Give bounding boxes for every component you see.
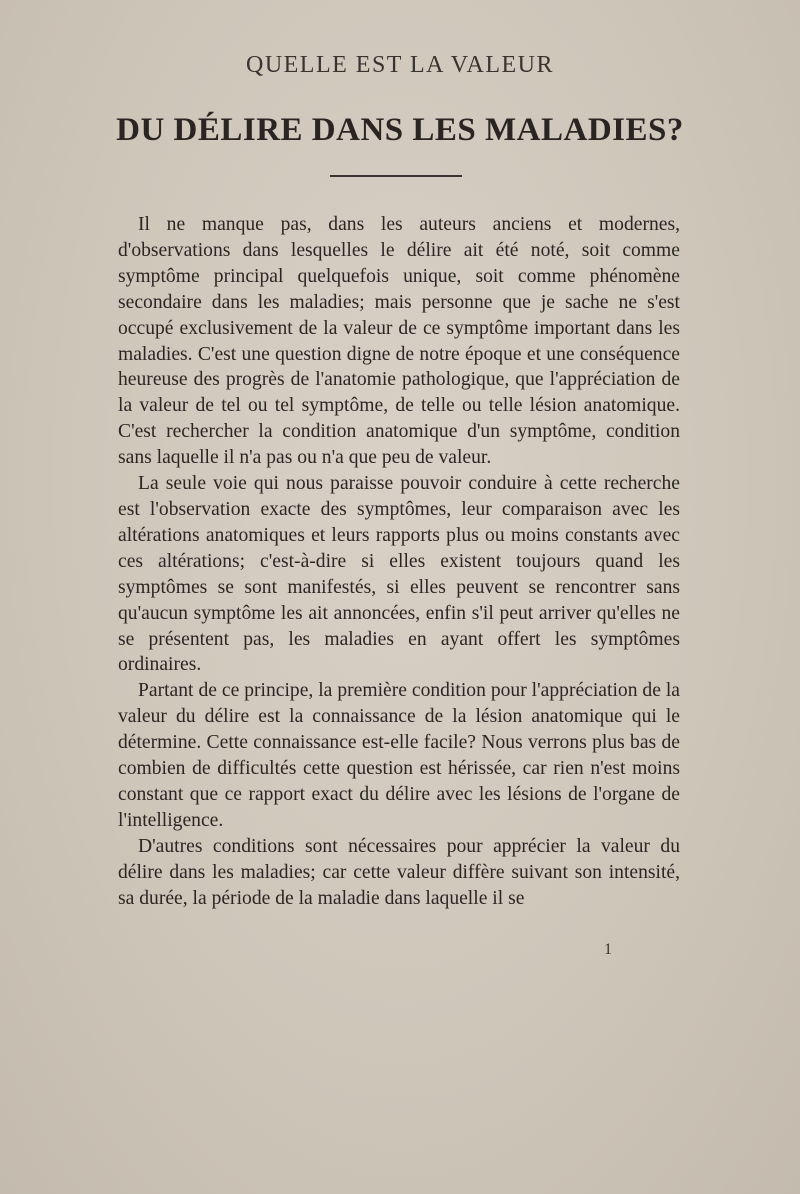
paragraph-1: Il ne manque pas, dans les auteurs anciens et modernes, d'observations dans lesquelles le délire ait été noté, soit comme symptôme principal quelquefois unique, soit comme phénomène secondaire dans les maladies; mais personne que je sache ne s'est occupé exclusivement de la valeur de ce symptôme important dans les maladies. C'est une question digne de notre époque et une conséquence heureuse des progrès de l'anatomie pathologique, que l'appréciation de la valeur de tel ou tel symptôme, de telle ou telle lésion anatomique. C'est rechercher la condition anatomique d'un symptôme, condition sans laquelle il n'a pas ou n'a que peu de valeur. [118, 214, 680, 469]
body-text [118, 212, 680, 911]
paragraph-3: Partant de ce principe, la première condition pour l'appréciation de la valeur du délire est la connaissance de la lésion anatomique qui le détermine. Cette connaissance est-elle facile? Nous verrons plus bas de combien de difficultés cette question est hérissée, car rien n'est moins constant que ce rapport exact du délire avec les lésions de l'organe de l'intelligence. [118, 680, 680, 831]
paragraph-4: D'autres conditions sont nécessaires pour apprécier la valeur du délire dans les maladies; car cette valeur diffère suivant son intensité, sa durée, la période de la maladie dans laquelle il se [118, 835, 680, 909]
paragraph-2: La seule voie qui nous paraisse pouvoir conduire à cette recherche est l'observation exacte des symptômes, leur comparaison avec les altérations anatomiques et leurs rapports plus ou moins constants avec ces altérations; c'est-à-dire si elles existent toujours quand les symptômes se sont manifestés, si elles peuvent se rencontrer sans qu'aucun symptôme les ait annoncées, enfin s'il peut arriver qu'elles ne se présentent pas, les maladies en ayant offert les symptômes ordinaires. [118, 473, 680, 676]
page-number: 1 [604, 941, 612, 958]
chapter-title: DU DÉLIRE DANS LES MALADIES? [116, 112, 684, 148]
title-divider [330, 175, 462, 177]
chapter-subtitle: QUELLE EST LA VALEUR [245, 52, 554, 78]
